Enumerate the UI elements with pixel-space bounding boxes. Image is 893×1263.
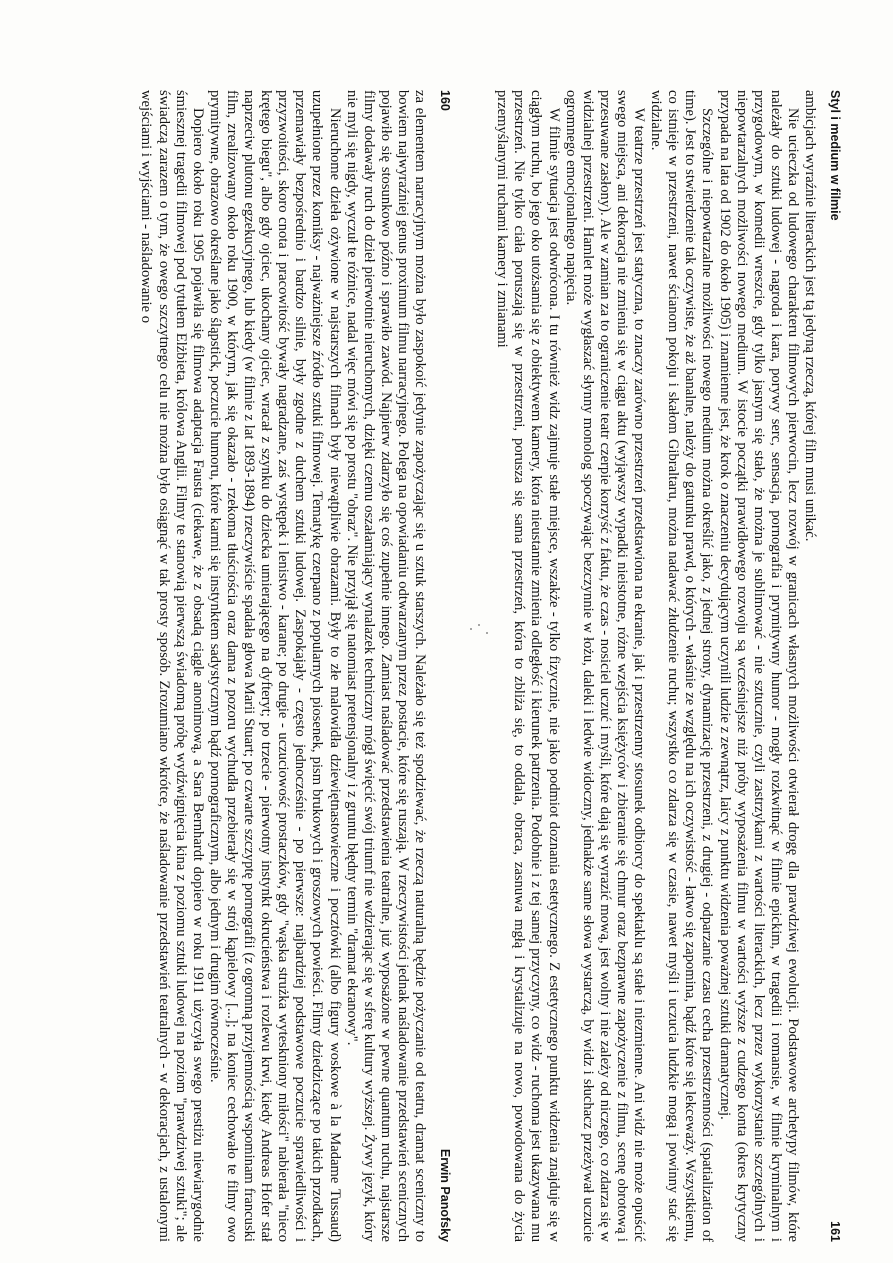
paragraph: Nie ucieczka od ludowego charakteru filmowych pierwocin, lecz rozwój w granicach własnych możliwości otwierał drogę dla prawdziwej ewolucji. Podstawowe archetypy filmów, które należały do sztuki ludowej - nagroda i kara, porywy serc, sensacja, pornografia i prymitywny humor - mogły rozkwitnąć w filmie epickim, w tragedii i romansie, w filmie kryminalnym i przygodowym, w komedii wreszcie, gdy tylko jasnym się stało, że można je sublimować - nie sztucznie, czyli zastrzykami z wartości literackich, lecz przez wykorzystanie szczególnych i niepowtarzalnych możliwości nowego medium. W istocie początki prawidłowego rozwoju są wcześniejsze niż próby wyposażenia filmu w wartości wyższe z cudzego konta (okres krytyczny przypada na lata od 1902 do około 1905) i znamienne jest, że krok o znaczeniu decydującym uczynili ludzie z zewnątrz, laicy z punktu widzenia poważnej sztuki dramatycznej. [716, 90, 801, 1242]
right-page [494, 90, 842, 1242]
scan-speck [486, 632, 488, 634]
page-body [494, 90, 818, 1242]
running-head: Styl i medium w filmie [828, 90, 842, 221]
paragraph: W filmie sytuacja jest odwrócona. I tu również widz zajmuje stałe miejsce, wszakże - tylko fizycznie, nie jako podmiot doznania estetycznego. Z estetycznego punktu widzenia znajduje się w ciągłym ruchu, bo jego oko utożsamia się z obiektywem kamery, która nieustannie zmienia odległość i kierunek patrzenia. Podobnie i z tej samej przyczyny, co widz - ruchoma jest ukazywana mu przestrzeń. Nie tylko ciała poruszają się w przestrzeni, porusza się sama przestrzeń, która to zbliża się, to oddala, obraca, zasnuwa mgłą i krystalizuje na nowo, powodowana do życia przemyślanymi ruchami kamery i zmianami [494, 90, 562, 1242]
page-header [822, 90, 842, 1242]
scan-speck [470, 628, 472, 630]
paragraph: ambicjach wyraźnie literackich jest tą jedyną rzeczą, której film musi unikać. [802, 90, 818, 542]
page-number: 160 [438, 90, 452, 111]
paragraph: Nieruchome dzieła ożywione w najstarszych filmach były niewątpliwie obrazami. Były to złe malowidła dziewiętnastowieczne i pocztówki (albo figury woskowe à la Madame Tussaud) uzupełnione przez komiksy - najważniejsze źródło sztuki filmowej. Tematykę czerpano z popularnych piosenek, pism brukowych i groszowych powieści. Filmy dziedziczące po takich przodkach, przemawiały bezpośrednio i bardzo silnie, były zgodne z duchem sztuki ludowej. Zaspokajały - często jednocześnie - po pierwsze: najbardziej podstawowe poczucie sprawiedliwości i przyzwoitości, skoro cnota i pracowitość bywały nagradzane, zaś występek i lenistwo - karane; po drugie - uczuciowość prostaczków, gdy "wąska strużka wyteskniony miłości" nabierała "nieco krętego biegu", albo gdy ojciec, ukochany ojciec, wracał z szynku do dziecka umierającego na dyfteryt; po trzecie - pierwotny instynkt okrucieństwa i rozlewu krwi, kiedy Andreas Hofer stał naprzeciw plutonu egzekucyjnego, lub kiedy (w filmie z lat 1893-1894) rzeczywiście spadała głowa Marii Stuart; po czwarte szczyptę pornografii (z ogromną przyjemnością wspominam francuski film, zrealizowany około roku 1900, w którym, jak się okazało - rzekoma tłuściościa oraz dama z pozoru wychudła przebierały się w strój kąpielowy [...]; na koniec cechowało te filmy owo prymitywne, obrazowo określane jako śląpstick, poczucie humoru, które karmi się instynktem sadystycznym bądź pornograficznym, albo jednym i drugim równocześnie. [206, 90, 343, 1242]
page-body [107, 90, 428, 1242]
page-number: 161 [828, 1221, 842, 1242]
paragraph: za elementem narracyjnym można było zaspokoić jedynie zapożyczając się u sztuk starszych. Należało się też spodziewać, że rzeczą naturalną będzie pożyczanie od teatru, dramat sceniczny to bowiem najwyraźniej genus proximum filmu narracyjnego. Polega na opowiadaniu odtwarzanym przez postacie, które się ruszają. W rzeczywistości jednak naśladowanie przedstawień scenicznych pojawiło się stosunkowo późno i sprawiło zawód. Najpierw zdarzyło się coś zupełnie innego. Zamiast naśladować przedstawienia teatralne, już wyposażone w pewne quantum ruchu, najstarsze filmy dodawały ruch do dzieł pierwotnie nieruchomych, dzięki czemu oszałamiający wynalazek techniczny mógł święcić swój triumf nie wdzierając się w sferę kultury wyższej. Żywy język, który nie myli się nigdy, wyczuł te różnice, nadal więc mówi się po prostu "obraz". Nie przyjął się natomiast pretensjonalny i z gruntu błędny termin "dramat ekranowy". [343, 90, 428, 1242]
paragraph: Szczególne i niepowtarzalne możliwości nowego medium można określić jako, z jednej strony, dynamizację przestrzeni, z drugiej - odparzanie czasu cecha przestrzenności (spatialization of time). Jest to stwierdzenie tak oczywiste, że aż banalne, należy do gatunku prawd, o których - właśnie ze względu na ich oczywistość - łatwo się zapomina, bądź które się lekceważy. Wszystkiemu, co istnieje w przestrzeni, nawet ścianom pokoju i skałom Gibraltaru, można nadawać złudzenie ruchu; wszystko co zdarza się w czasie, nawet myśli i uczucia ludzkie mogą i powinny stać się widzialne. [648, 90, 716, 1242]
running-head: Erwin Panofsky [438, 1148, 452, 1242]
scan-speck [478, 624, 480, 626]
page-header [432, 90, 452, 1242]
paragraph: Dopiero około roku 1905 pojawiła się filmowa adaptacja Fausta (ciekawe, że z obsadą ciągle anonimową, a Sara Bernhardt dopiero w roku 1911 użyczyła swego prestiżu niewiarygodnie śmiesznej tragedii filmowej pod tytułem Elżbieta, królowa Anglii. Filmy te stanowią pierwszą świadomą próbę wydźwignięcia kina z poziomu sztuki ludowej na poziom "prawdziwej sztuki"; ale świadczą zarazem o tym, że owego szczytnego celu nie można było osiągnąć w tak prosty sposób. Zrozumiano wkrótce, że naśladowanie przedstawień teatralnych - w dekoracjach, z ustalonymi wejściami i wyjściami - naśladowanie o [138, 90, 206, 1242]
paragraph: W teatrze przestrzeń jest statyczna, to znaczy zarówno przestrzeń przedstawiona na ekranie, jak i przestrzenny stosunek odbiorcy do spektaklu są stałe i niezmienne. Ani widz nie może opuścić swego miejsca, ani dekoracja nie zmienia się w ciągu aktu (wyjąwszy wypadki nieistotne, różne wzejścia księżyców i zbieranie się chmur oraz bezprawne zapożyczenie z filmu, scenę obrotową i przesuwane zasłony). Ale w zamian za to ograniczenie teatr czerpie korzyść z faktu, że czas - nosiciel uczuć i myśli, które dają się wyrazić mową, jest wolny i nie zależy od niczego, co zdarza się w widzialnej przestrzeni. Hamlet może wygłaszać słynny monolog spoczywając bezczynnie w łożu, daleki i ledwie widoczny, jednakże same słowa wystarczą, by widz i słuchacz przeżywał uczucie ogromnego emocjonalnego napięcia. [562, 90, 648, 1242]
left-page [107, 90, 452, 1242]
